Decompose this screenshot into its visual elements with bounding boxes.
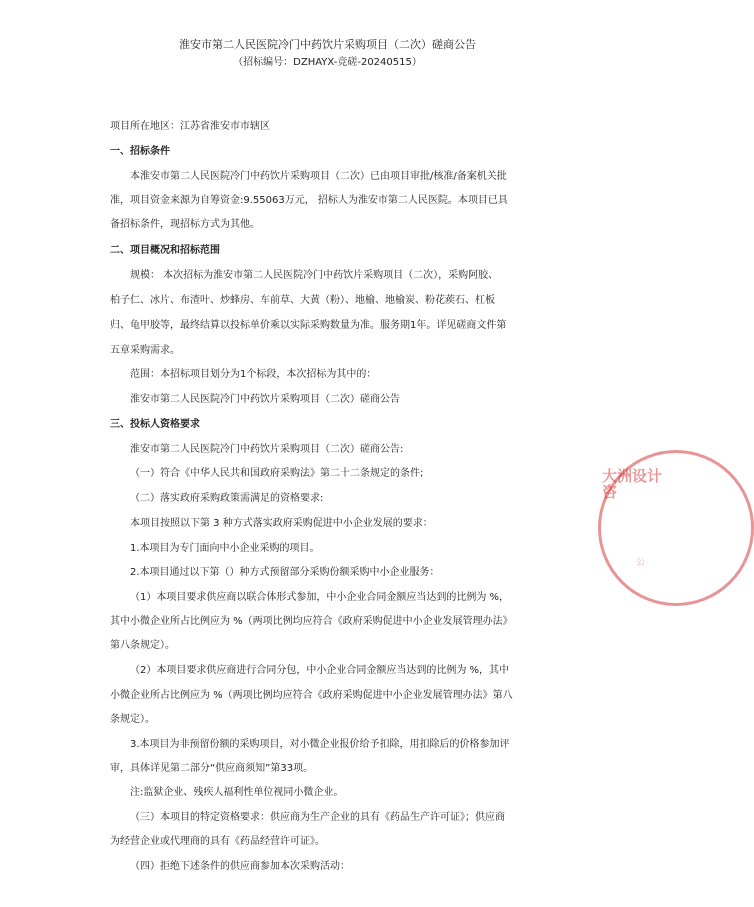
paragraph-line: 为经营企业或代理商的具有《药品经营许可证》。: [110, 836, 325, 847]
paragraph-line: 五章采购需求。: [110, 345, 180, 356]
paragraph-line: 2.本项目通过以下第（）种方式预留部分采购份额采购中小企业服务：: [130, 567, 440, 578]
paragraph-line: 准，项目资金来源为自筹资金:9.55063万元， 招标人为淮安市第二人民医院。本项目已具: [110, 195, 508, 206]
paragraph-line: 本项目按照以下第 3 种方式落实政府采购促进中小企业发展的要求：: [130, 518, 433, 529]
seal-subtext: 公: [636, 558, 646, 568]
paragraph-line: 淮安市第二人民医院冷门中药饮片采购项目（二次）磋商公告: [130, 394, 400, 405]
paragraph-line: 3.本项目为非预留份额的采购项目，对小微企业报价给予扣除，用扣除后的价格参加评: [130, 739, 510, 750]
paragraph-line: （1）本项目要求供应商以联合体形式参加，中小企业合同金额应当达到的比例为 %，: [130, 592, 510, 603]
paragraph-line: （三）本项目的特定资格要求：供应商为生产企业的具有《药品生产许可证》；供应商: [130, 812, 505, 823]
paragraph-line: 归、龟甲胶等，最终结算以投标单价乘以实际采购数量为准。服务期1年。详见磋商文件第: [110, 320, 507, 331]
paragraph-line: 条规定）。: [110, 714, 155, 725]
section-heading-1: 一、招标条件: [110, 146, 170, 157]
section-heading-3: 三、投标人资格要求: [110, 419, 200, 430]
doc-subtitle: （招标编号：DZHAYX-竞磋-20240515）: [233, 57, 422, 68]
paragraph-line: （四）拒绝下述条件的供应商参加本次采购活动：: [130, 861, 350, 872]
paragraph-line: 1.本项目为专门面向中小企业采购的项目。: [130, 543, 320, 554]
paragraph-line: 审，具体详见第二部分“供应商须知”第33项。: [110, 763, 314, 774]
paragraph-line: 小微企业所占比例应为 %（两项比例均应符合《政府采购促进中小企业发展管理办法》第八: [110, 690, 513, 701]
paragraph-line: 第八条规定）。: [110, 640, 175, 651]
section-heading-2: 二、项目概况和招标范围: [110, 245, 220, 256]
paragraph-line: 规模： 本次招标为淮安市第二人民医院冷门中药饮片采购项目（二次），采购阿胶、: [130, 270, 499, 281]
paragraph-line: 本淮安市第二人民医院冷门中药饮片采购项目（二次）已由项目审批/核准/备案机关批: [130, 171, 507, 182]
project-region: 项目所在地区：江苏省淮安市市辖区: [110, 121, 270, 132]
paragraph-line: 其中小微企业所占比例应为 %（两项比例均应符合《政府采购促进中小企业发展管理办法》: [110, 616, 513, 627]
paragraph-line: 柏子仁、冰片、布渣叶、炒蜂房、车前草、大黄（粉）、地榆、地榆炭、粉花蒺石、杠板: [110, 295, 495, 306]
paragraph-line: 备招标条件，现招标方式为其他。: [110, 219, 260, 230]
paragraph-line: 注:监狱企业、残疾人福利性单位视同小微企业。: [130, 787, 344, 798]
paragraph-line: （一）符合《中华人民共和国政府采购法》第二十二条规定的条件;: [130, 468, 424, 479]
paragraph-line: （二）落实政府采购政策需满足的资格要求:: [130, 493, 324, 504]
paragraph-line: 淮安市第二人民医院冷门中药饮片采购项目（二次）磋商公告:: [130, 444, 404, 455]
seal-text: 大洲设计咨: [602, 467, 663, 501]
paragraph-line: 范围：本招标项目划分为1个标段，本次招标为其中的：: [130, 369, 377, 380]
doc-title: 淮安市第二人民医院冷门中药饮片采购项目（二次）磋商公告: [179, 38, 476, 51]
paragraph-line: （2）本项目要求供应商进行合同分包，中小企业合同金额应当达到的比例为 %，其中: [130, 665, 510, 676]
